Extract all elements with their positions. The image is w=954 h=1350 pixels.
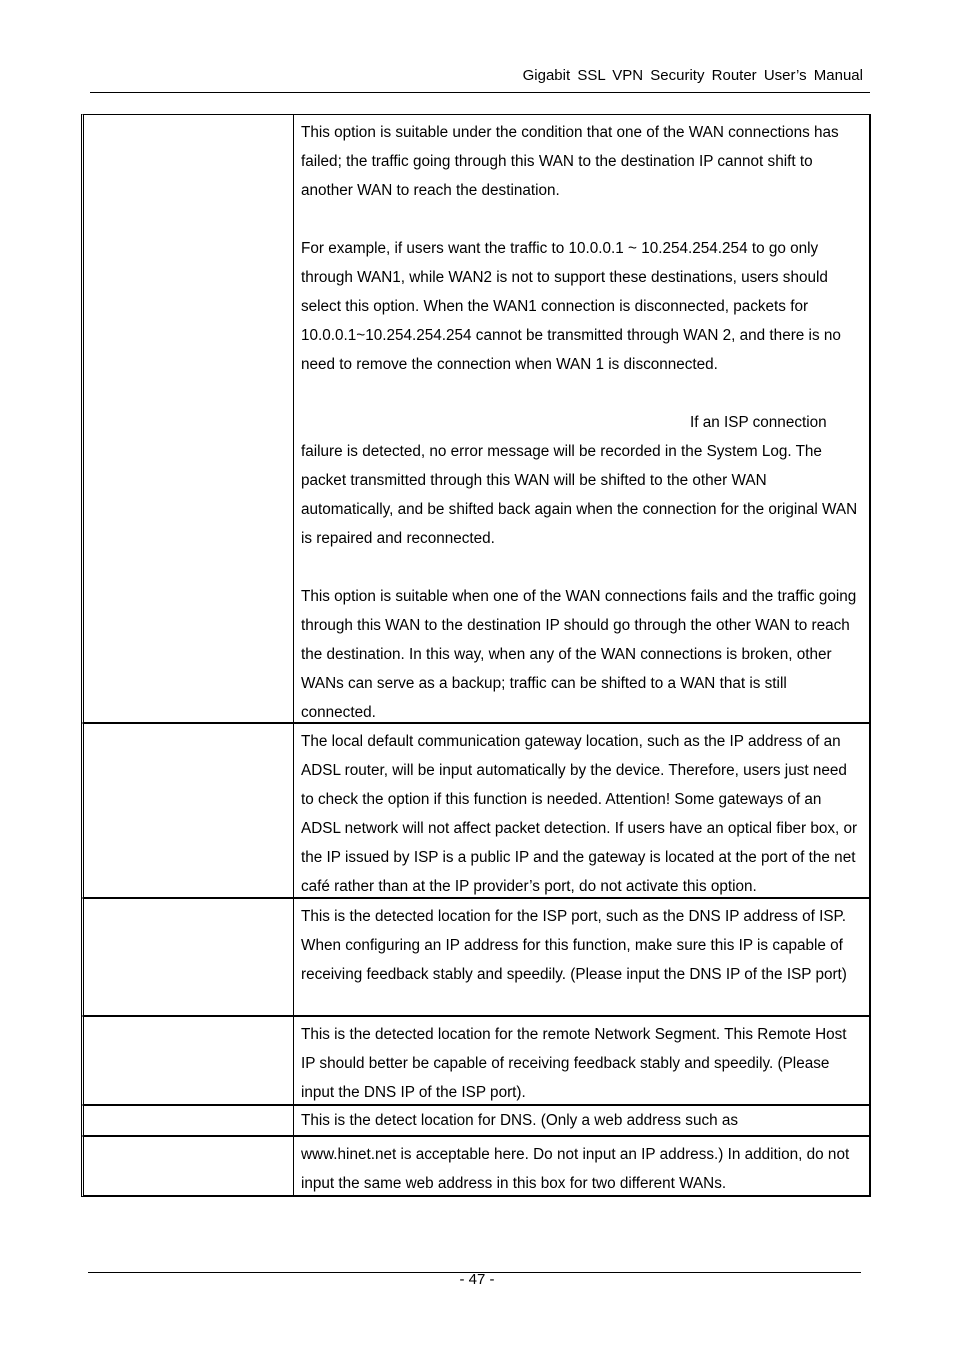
table-cell-label	[81, 1105, 294, 1136]
description-paragraph: www.hinet.net is acceptable here. Do not input an IP address.) In addition, do not input the same web address in this box for two different WANs.	[301, 1146, 854, 1192]
table-cell-description	[292, 898, 871, 1016]
table-cell-description	[292, 1136, 871, 1197]
description-paragraph: This option is suitable under the condition that one of the WAN connections has failed; the traffic going through this WAN to the destination IP cannot shift to another WAN to reach the destination.	[301, 124, 843, 199]
table-cell-label	[81, 1136, 294, 1197]
table-row	[81, 1016, 871, 1105]
header-rule	[90, 92, 870, 93]
table-cell-label	[81, 1016, 294, 1105]
description-paragraph: The local default communication gateway location, such as the IP address of an ADSL router, will be input automatically by the device. Therefore, users just need to check the option if this function is needed. Attention! Some gateways of an ADSL network will not affect packet detection. If users have an optical fiber box, or the IP issued by ISP is a public IP and the gateway is located at the port of the net café rather than at the IP provider’s port, do not activate this option.	[301, 733, 862, 895]
description-paragraph: This is the detected location for the remote Network Segment. This Remote Host IP should better be capable of receiving feedback stably and speedily. (Please input the DNS IP of the ISP port).	[301, 1026, 851, 1101]
running-header-title: Gigabit SSL VPN Security Router User’s Manual	[522, 67, 863, 84]
table-cell-label	[81, 114, 294, 723]
page-number: - 47 -	[459, 1271, 495, 1288]
description-paragraph: failure is detected, no error message will be recorded in the System Log. The packet transmitted through this WAN will be shifted to the other WAN automatically, and be shifted back again when the connection for the original WAN is repaired and reconnected.	[301, 443, 862, 547]
table-cell-description	[292, 114, 871, 723]
table-row	[81, 1105, 871, 1136]
table-cell-description	[292, 723, 871, 898]
table-row	[81, 114, 871, 723]
description-paragraph: This option is suitable when one of the WAN connections fails and the traffic going through this WAN to the destination IP should go through the other WAN to reach the destination. In this way, when any of the WAN connections is broken, other WANs can serve as a backup; traffic can be shifted to a WAN that is still connected.	[301, 588, 861, 721]
table-row	[81, 1136, 871, 1197]
table-cell-label	[81, 898, 294, 1016]
description-paragraph: For example, if users want the traffic to 10.0.0.1 ~ 10.254.254.254 to go only through WAN1, while WAN2 is not to support these destinations, users should select this option. When the WAN1 connection is disconnected, packets for 10.0.0.1~10.254.254.254 cannot be transmitted through WAN 2, and there is no need to remove the connection when WAN 1 is disconnected.	[301, 240, 846, 373]
table-row	[81, 723, 871, 898]
description-paragraph: If an ISP connection	[690, 414, 827, 431]
table-row	[81, 898, 871, 1016]
description-paragraph: This is the detected location for the ISP port, such as the DNS IP address of ISP. When configuring an IP address for this function, make sure this IP is capable of receiving feedback stably and speedily. (Please input the DNS IP of the ISP port)	[301, 908, 851, 983]
table-cell-description	[292, 1016, 871, 1105]
table-cell-description	[292, 1105, 871, 1136]
description-paragraph: This is the detect location for DNS. (Only a web address such as	[301, 1112, 739, 1129]
table-cell-label	[81, 723, 294, 898]
